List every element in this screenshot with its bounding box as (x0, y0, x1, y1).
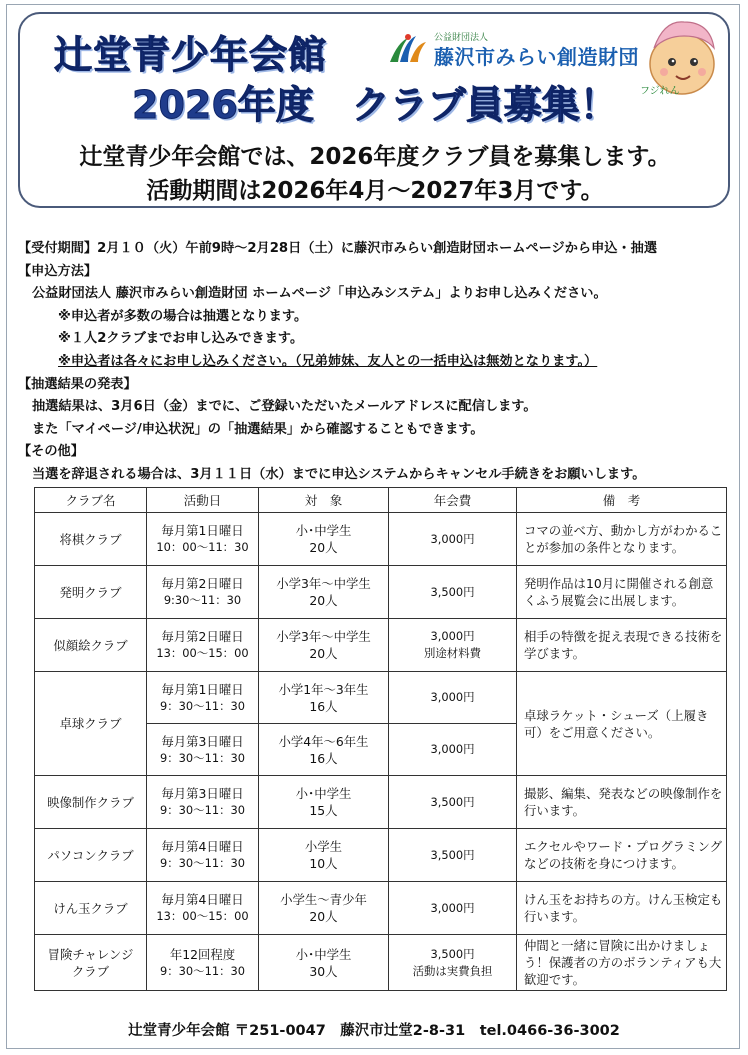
club-name: けん玉クラブ (35, 882, 147, 935)
annual-fee: 3,500円 (389, 776, 517, 829)
club-name: パソコンクラブ (35, 829, 147, 882)
table-row (35, 829, 727, 882)
notes: 撮影、編集、発表などの映像制作を行います。 (517, 776, 727, 829)
method-text: 公益財団法人 藤沢市みらい創造財団 ホームページ「申込みシステム」よりお申し込みください。 (32, 286, 607, 302)
annual-fee: 3,500円 活動は実費負担 (389, 935, 517, 991)
activity-day: 毎月第2日曜日 13：00～15：00 (147, 619, 259, 672)
notes: 相手の特徴を捉え表現できる技術を学びます。 (517, 619, 727, 672)
target: 小･中学生 15人 (259, 776, 389, 829)
table-row (35, 566, 727, 619)
info-section (18, 238, 738, 487)
annual-fee: 3,000円 (389, 513, 517, 566)
header-target: 対 象 (259, 488, 389, 513)
method-note-3: ※申込者は各々にお申し込みください。（兄弟姉妹、友人との一括申込は無効となります。） (58, 353, 598, 369)
target: 小学3年～中学生 20人 (259, 619, 389, 672)
table-row (35, 935, 727, 991)
page-title: 辻堂青少年会館 (54, 33, 328, 77)
header-activity-day: 活動日 (147, 488, 259, 513)
result-text-1: 抽選結果は、3月6日（金）までに、ご登録いただいたメールアドレスに配信します。 (32, 399, 537, 415)
table-row (35, 513, 727, 566)
activity-day: 毎月第1日曜日 9：30～11：30 (147, 672, 259, 724)
annual-fee: 3,500円 (389, 566, 517, 619)
footer-address: 辻堂青少年会館 〒251-0047 藤沢市辻堂2-8-31 tel.0466-36-3002 (128, 1023, 620, 1039)
target: 小学生 10人 (259, 829, 389, 882)
header-club-name: クラブ名 (35, 488, 147, 513)
table-row (35, 882, 727, 935)
notes: 卓球ラケット・シューズ（上履き可）をご用意ください。 (517, 672, 727, 776)
club-name: 発明クラブ (35, 566, 147, 619)
reception-period: 【受付期間】2月１０（火）午前9時～2月28日（土）に藤沢市みらい創造財団ホームページから申込・抽選 (18, 241, 658, 256)
org-type: 公益財団法人 (434, 33, 489, 43)
intro-line-1: 辻堂青少年会館では、2026年度クラブ員を募集します。 (79, 144, 671, 170)
target: 小･中学生 30人 (259, 935, 389, 991)
page-subtitle: 2026年度 クラブ員募集！ (132, 83, 618, 127)
target: 小学4年～6年生 16人 (259, 724, 389, 776)
club-table (34, 487, 727, 991)
notes: 発明作品は10月に開催される創意くふう展覧会に出展します。 (517, 566, 727, 619)
target: 小学生～青少年 20人 (259, 882, 389, 935)
other-heading: 【その他】 (18, 444, 84, 460)
activity-day: 年12回程度 9：30～11：30 (147, 935, 259, 991)
activity-day: 毎月第4日曜日 9：30～11：30 (147, 829, 259, 882)
intro-line-2: 活動期間は2026年4月～2027年3月です。 (146, 178, 604, 204)
annual-fee: 3,500円 (389, 829, 517, 882)
org-name: 藤沢市みらい創造財団 (434, 45, 639, 69)
notes: 仲間と一緒に冒険に出かけましょう！保護者の方のボランティアも大歓迎です。 (517, 935, 727, 991)
target: 小学3年～中学生 20人 (259, 566, 389, 619)
notes: けん玉をお持ちの方。けん玉検定も行います。 (517, 882, 727, 935)
annual-fee: 3,000円 (389, 882, 517, 935)
mascot-icon (634, 14, 724, 100)
org-logo (386, 30, 639, 70)
notes: コマの並べ方、動かし方がわかることが参加の条件となります。 (517, 513, 727, 566)
header-annual-fee: 年会費 (389, 488, 517, 513)
header-notes: 備 考 (517, 488, 727, 513)
org-mark-icon (386, 32, 430, 66)
activity-day: 毎月第1日曜日 10：00～11：30 (147, 513, 259, 566)
result-text-2: また「マイページ/申込状況」の「抽選結果」から確認することもできます。 (32, 421, 484, 437)
activity-day: 毎月第3日曜日 9：30～11：30 (147, 776, 259, 829)
annual-fee: 3,000円 別途材料費 (389, 619, 517, 672)
activity-day: 毎月第3日曜日 9：30～11：30 (147, 724, 259, 776)
target: 小･中学生 20人 (259, 513, 389, 566)
annual-fee: 3,000円 (389, 672, 517, 724)
table-row (35, 672, 727, 724)
club-name: 似顔絵クラブ (35, 619, 147, 672)
table-row (35, 619, 727, 672)
club-name: 卓球クラブ (35, 672, 147, 776)
club-name: 冒険チャレンジ クラブ (35, 935, 147, 991)
table-row (35, 776, 727, 829)
method-heading: 【申込方法】 (18, 263, 98, 279)
method-note-2: ※１人2クラブまでお申し込みできます。 (58, 331, 304, 347)
table-header-row (35, 488, 727, 513)
result-heading: 【抽選結果の発表】 (18, 376, 137, 392)
annual-fee: 3,000円 (389, 724, 517, 776)
other-text: 当選を辞退される場合は、3月１１日（水）までに申込システムからキャンセル手続きをお願いします。 (32, 466, 646, 482)
activity-day: 毎月第2日曜日 9:30～11：30 (147, 566, 259, 619)
activity-day: 毎月第4日曜日 13：00～15：00 (147, 882, 259, 935)
club-name: 映像制作クラブ (35, 776, 147, 829)
club-name: 将棋クラブ (35, 513, 147, 566)
mascot-label: フジれん (640, 86, 680, 97)
method-note-1: ※申込者が多数の場合は抽選となります。 (58, 308, 308, 324)
notes: エクセルやワード・プログラミングなどの技術を身につけます。 (517, 829, 727, 882)
target: 小学1年～3年生 16人 (259, 672, 389, 724)
